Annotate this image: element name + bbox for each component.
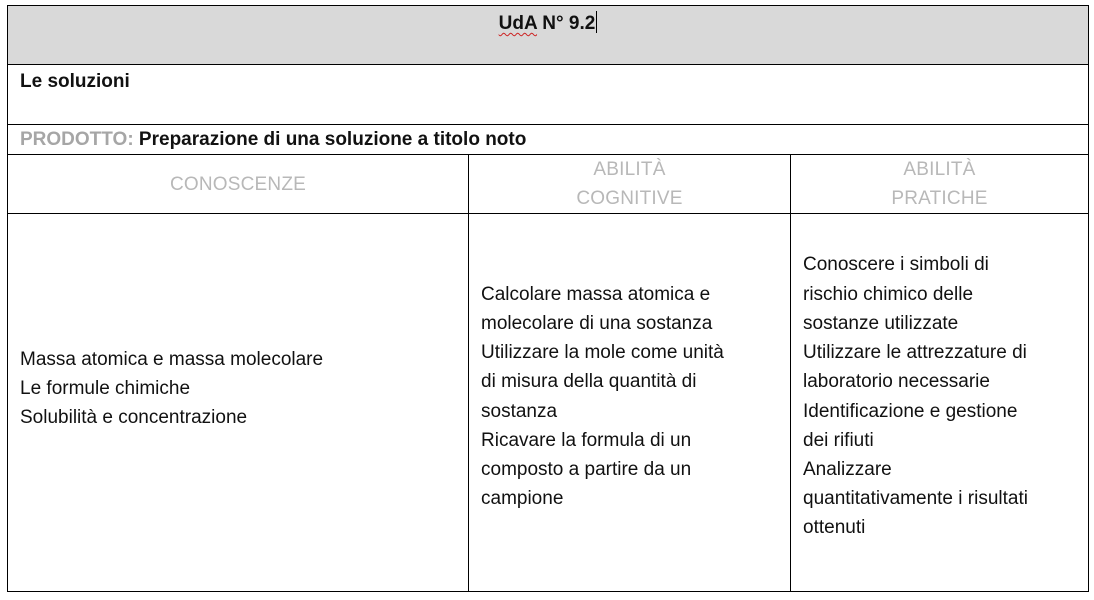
list-item: di misura della quantità di <box>481 371 697 393</box>
list-item: sostanze utilizzate <box>803 312 959 334</box>
subject-row <box>8 65 1088 125</box>
header-abilita-pratiche[interactable] <box>791 155 1088 213</box>
list-item: quantitativamente i risultati <box>803 488 1028 510</box>
product-row <box>8 125 1088 155</box>
header-abilita-cognitive[interactable] <box>469 155 791 213</box>
uda-table <box>7 5 1089 592</box>
document-title[interactable] <box>8 11 1088 36</box>
product-line[interactable] <box>20 128 526 152</box>
header-line: CONOSCENZE <box>169 173 307 195</box>
list-item: laboratorio necessarie <box>803 371 990 393</box>
list-item: ottenuti <box>803 517 866 539</box>
header-conoscenze[interactable] <box>8 155 469 213</box>
title-word-spellcheck[interactable]: UdA <box>498 13 538 34</box>
list-item: Utilizzare le attrezzature di <box>803 342 1027 364</box>
cell-abilita-cognitive[interactable] <box>469 214 791 591</box>
column-headers-row <box>8 155 1088 214</box>
list-item: Ricavare la formula di un <box>481 429 692 451</box>
header-line: COGNITIVE <box>576 188 683 209</box>
product-value: Preparazione di una soluzione a titolo noto <box>133 129 527 150</box>
title-row <box>8 6 1088 65</box>
list-item: Identificazione e gestione <box>803 400 1018 422</box>
cell-conoscenze[interactable] <box>8 214 469 591</box>
list-item: Calcolare massa atomica e <box>481 283 711 305</box>
list-item: campione <box>481 488 564 510</box>
list-item: Conoscere i simboli di <box>803 254 989 276</box>
cell-abilita-pratiche[interactable] <box>791 214 1088 591</box>
text-cursor <box>596 11 597 33</box>
title-number: N° 9.2 <box>537 13 596 34</box>
list-item: Massa atomica e massa molecolare <box>20 348 324 370</box>
content-row <box>8 214 1088 591</box>
list-item: sostanza <box>481 400 558 422</box>
list-item: Utilizzare la mole come unità <box>481 342 724 364</box>
product-label: PRODOTTO: <box>20 129 134 150</box>
header-line: PRATICHE <box>891 188 988 209</box>
list-item: composto a partire da un <box>481 458 692 480</box>
list-item: molecolare di una sostanza <box>481 312 713 334</box>
list-item: Solubilità e concentrazione <box>20 407 248 429</box>
header-line: ABILITÀ <box>903 159 976 180</box>
list-item: dei rifiuti <box>803 429 874 451</box>
subject-title[interactable]: Le soluzioni <box>20 71 130 92</box>
header-line: ABILITÀ <box>593 159 666 180</box>
list-item: Analizzare <box>803 458 892 480</box>
list-item: Le formule chimiche <box>20 377 191 399</box>
list-item: rischio chimico delle <box>803 283 974 305</box>
